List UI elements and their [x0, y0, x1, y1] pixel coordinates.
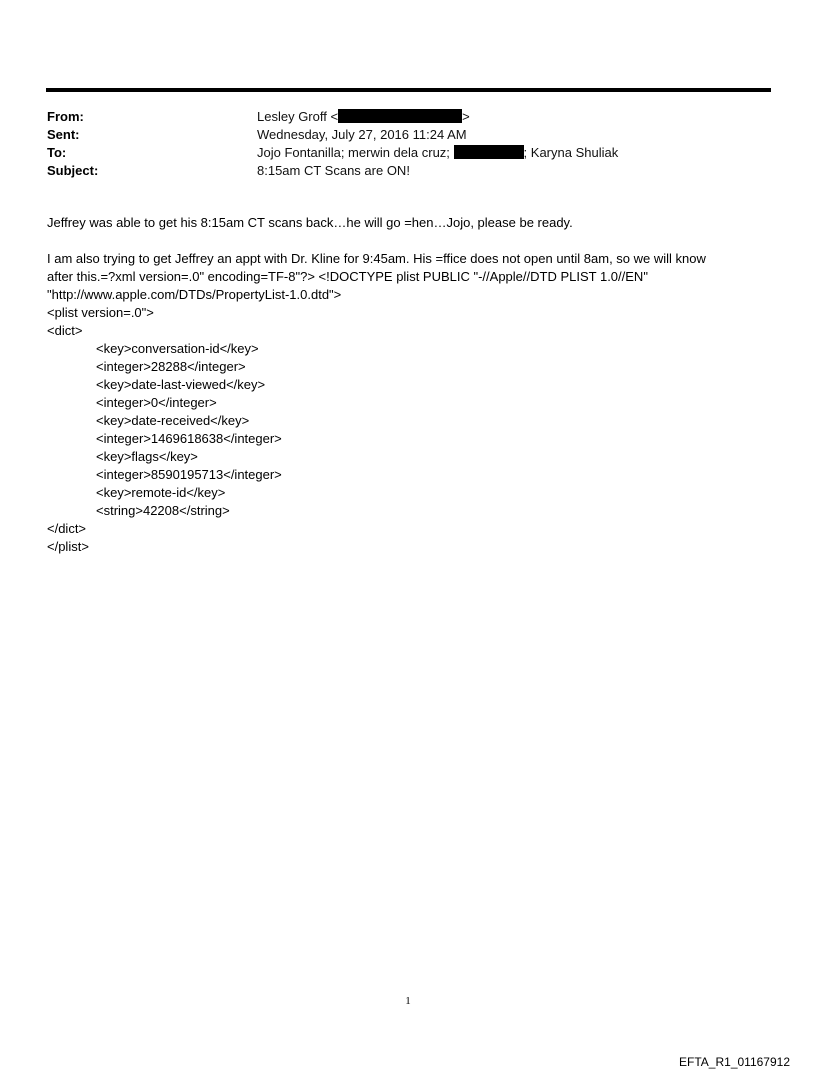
email-body — [47, 214, 767, 556]
dict-open-tag: <dict> — [47, 323, 83, 338]
document-id: EFTA_R1_01167912 — [679, 1055, 790, 1069]
dict-entry: <key>date-last-viewed</key> — [96, 377, 266, 392]
from-row — [47, 108, 767, 126]
to-value-start: Jojo Fontanilla; merwin dela cruz; — [257, 145, 450, 160]
to-value-end: ; Karyna Shuliak — [523, 145, 619, 160]
body-paragraph-2-line-2: after this.=?xml version=.0" encoding=TF-8"?> <!DOCTYPE plist PUBLIC "-//Apple//DTD PLIST 1.0//EN" — [47, 269, 648, 284]
to-label: To: — [47, 145, 67, 160]
redaction-box — [454, 145, 524, 159]
dict-entry: <key>remote-id</key> — [96, 485, 226, 500]
dict-entry: <integer>0</integer> — [96, 395, 217, 410]
from-close: > — [462, 109, 470, 124]
header-rule — [46, 88, 771, 92]
from-value — [257, 108, 470, 126]
sent-label: Sent: — [47, 127, 80, 142]
sent-value: Wednesday, July 27, 2016 11:24 AM — [257, 127, 467, 142]
dict-entry: <string>42208</string> — [96, 503, 230, 518]
email-header — [47, 108, 767, 180]
body-paragraph-1: Jeffrey was able to get his 8:15am CT scans back…he will go =hen…Jojo, please be ready. — [47, 215, 573, 230]
dict-entry: <integer>8590195713</integer> — [96, 467, 282, 482]
redaction-box — [338, 109, 462, 123]
subject-value: 8:15am CT Scans are ON! — [257, 163, 410, 178]
from-name: Lesley Groff < — [257, 109, 339, 124]
subject-row — [47, 162, 767, 180]
dict-entry: <integer>1469618638</integer> — [96, 431, 282, 446]
to-value — [257, 144, 618, 162]
plist-open-tag: <plist version=.0"> — [47, 305, 154, 320]
dict-close-tag: </dict> — [47, 521, 87, 536]
plist-close-tag: </plist> — [47, 539, 89, 554]
dict-entry: <key>flags</key> — [96, 449, 198, 464]
body-paragraph-2-line-3: "http://www.apple.com/DTDs/PropertyList-1.0.dtd"> — [47, 287, 342, 302]
from-label: From: — [47, 109, 84, 124]
body-paragraph-2-line-1: I am also trying to get Jeffrey an appt with Dr. Kline for 9:45am. His =ffice does not open until 8am, so we will know — [47, 251, 706, 266]
subject-label: Subject: — [47, 163, 99, 178]
sent-row — [47, 126, 767, 144]
dict-entry: <key>date-received</key> — [96, 413, 250, 428]
dict-entry: <key>conversation-id</key> — [96, 341, 259, 356]
paragraph-gap — [47, 232, 767, 250]
dict-entry: <integer>28288</integer> — [96, 359, 246, 374]
page-number: 1 — [405, 995, 411, 1007]
to-row — [47, 144, 767, 162]
